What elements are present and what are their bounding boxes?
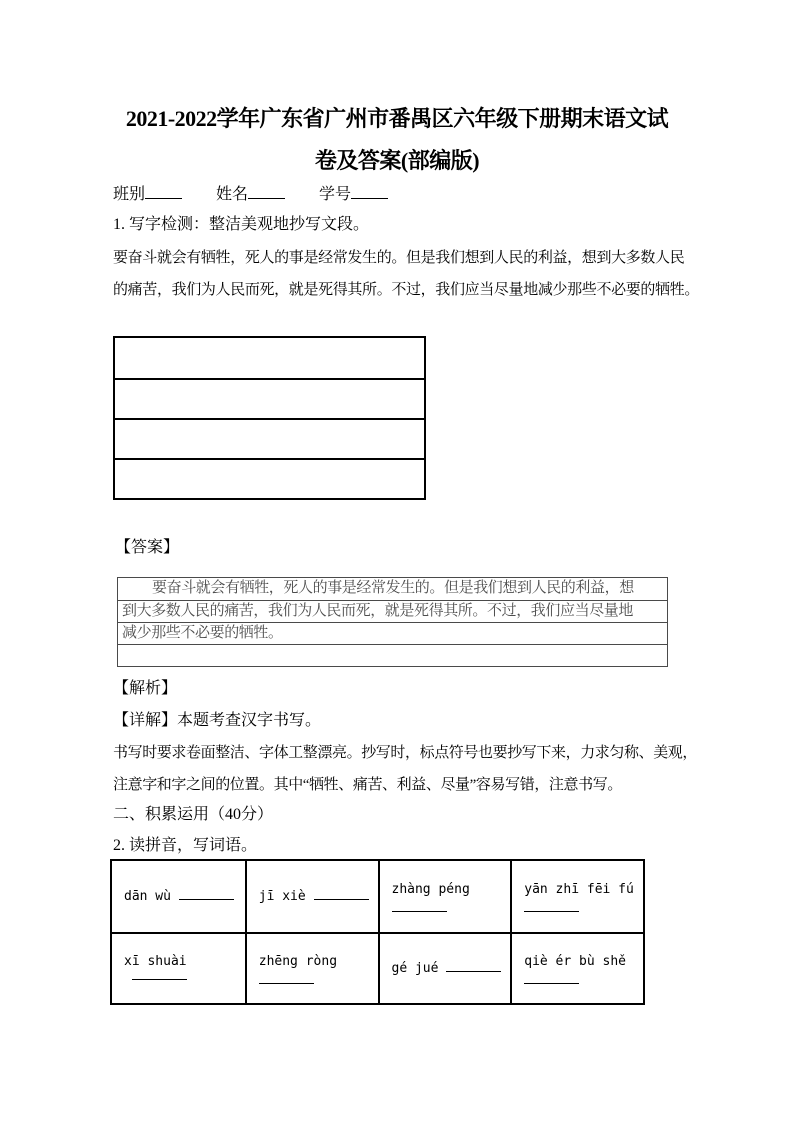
answer-blank-line bbox=[259, 983, 314, 984]
pinyin-cell bbox=[245, 861, 378, 932]
copy-grid-row bbox=[115, 338, 424, 378]
section-2-heading: 二、积累运用（40分） bbox=[113, 806, 274, 823]
copy-grid-row bbox=[115, 458, 424, 498]
id-field-label: 学号 bbox=[319, 186, 352, 203]
answer-blank-line bbox=[524, 983, 579, 984]
pinyin-cell bbox=[510, 861, 643, 932]
pinyin-word-table bbox=[110, 859, 645, 1005]
page-title-line-2: 卷及答案(部编版) bbox=[314, 148, 480, 173]
answer-blank-line bbox=[446, 971, 501, 972]
analysis-section-label: 【解析】 bbox=[113, 680, 178, 697]
answer-section-label: 【答案】 bbox=[115, 539, 180, 556]
answer-box-line bbox=[118, 644, 667, 666]
name-field-label: 姓名 bbox=[216, 186, 249, 203]
pinyin-cell-content bbox=[124, 889, 245, 904]
answer-box-line: 减少那些不必要的牺牲。 bbox=[118, 622, 667, 644]
id-blank-line bbox=[351, 198, 388, 199]
class-field bbox=[113, 181, 182, 204]
page-title-line-1: 2021-2022学年广东省广州市番禺区六年级下册期末语文试 bbox=[125, 106, 669, 131]
pinyin-text: qiè ér bù shě bbox=[524, 953, 626, 969]
pinyin-text: yān zhī fēi fú bbox=[524, 881, 634, 897]
class-blank-line bbox=[145, 198, 182, 199]
handwriting-copy-grid bbox=[113, 336, 426, 500]
q1-passage-line-1: 要奋斗就会有牺牲，死人的事是经常发生的。但是我们想到人民的利益，想到大多数人民 bbox=[113, 250, 685, 266]
pinyin-cell bbox=[112, 932, 245, 1003]
class-field-label: 班别 bbox=[113, 186, 146, 203]
pinyin-cell bbox=[112, 861, 245, 932]
pinyin-text: dān wù bbox=[124, 889, 171, 904]
pinyin-cell-content bbox=[259, 889, 378, 904]
pinyin-text: gé jué bbox=[391, 961, 439, 976]
explanation-line-1: 书写时要求卷面整洁、字体工整漂亮。抄写时，标点符号也要抄写下来，力求匀称、美观， bbox=[113, 745, 698, 761]
page-title bbox=[61, 98, 733, 182]
copy-grid-row bbox=[115, 378, 424, 418]
pinyin-cell bbox=[245, 932, 378, 1003]
student-info-row bbox=[113, 181, 418, 204]
question-2-prompt: 2. 读拼音，写词语。 bbox=[113, 837, 258, 854]
name-field bbox=[216, 181, 285, 204]
answer-box-line: 要奋斗就会有牺牲，死人的事是经常发生的。但是我们想到人民的利益，想 bbox=[152, 580, 634, 596]
pinyin-text: zhàng péng bbox=[391, 881, 470, 897]
question-1-prompt: 1. 写字检测：整洁美观地抄写文段。 bbox=[113, 216, 370, 233]
explanation-line-2: 注意字和字之间的位置。其中“牺牲、痛苦、利益、尽量”容易写错，注意书写。 bbox=[113, 777, 622, 793]
pinyin-cell-content bbox=[392, 961, 511, 976]
detail-note: 【详解】本题考查汉字书写。 bbox=[113, 712, 322, 729]
answer-blank-line bbox=[524, 911, 579, 912]
answer-box bbox=[117, 577, 668, 667]
name-blank-line bbox=[248, 198, 285, 199]
pinyin-text: xī shuài bbox=[124, 953, 187, 969]
pinyin-cell bbox=[378, 932, 511, 1003]
answer-blank-line bbox=[179, 899, 234, 900]
copy-grid-row bbox=[115, 418, 424, 458]
q1-passage-line-2: 的痛苦，我们为人民而死，就是死得其所。不过，我们应当尽量地减少那些不必要的牺牲。 bbox=[113, 282, 700, 298]
pinyin-text: jī xiè bbox=[258, 889, 306, 904]
id-field bbox=[319, 181, 388, 204]
answer-blank-line bbox=[132, 979, 187, 980]
pinyin-cell bbox=[510, 932, 643, 1003]
answer-blank-line bbox=[392, 911, 447, 912]
answer-blank-line bbox=[314, 899, 369, 900]
answer-box-line: 到大多数人民的痛苦，我们为人民而死，就是死得其所。不过，我们应当尽量地 bbox=[118, 600, 667, 622]
pinyin-cell bbox=[378, 861, 511, 932]
pinyin-cell-content bbox=[124, 954, 245, 984]
pinyin-text: zhēng ròng bbox=[258, 953, 338, 969]
